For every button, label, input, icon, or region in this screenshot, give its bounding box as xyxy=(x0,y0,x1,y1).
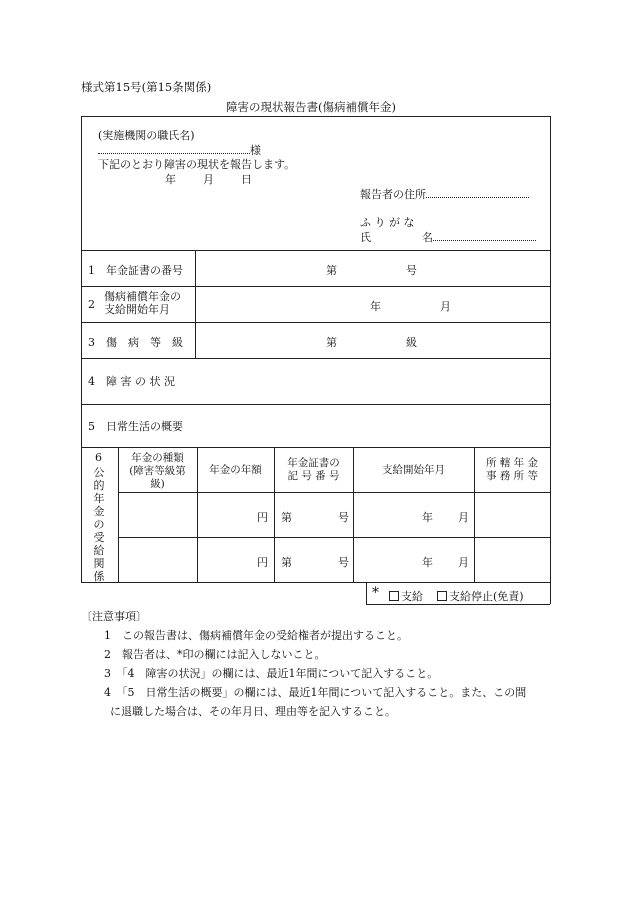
entry1-year: 年 xyxy=(422,511,433,524)
col-pension-type-line1: 年金の種類 xyxy=(131,452,184,464)
document-title: 障害の現状報告書(傷病補償年金) xyxy=(226,100,396,114)
col-pension-office-line2: 事 務 所 等 xyxy=(485,470,538,482)
col-pension-office xyxy=(474,457,550,483)
row1-go: 号 xyxy=(406,264,417,277)
form-number: 様式第15号(第15条関係) xyxy=(81,80,212,94)
col-pension-amount: 年金の年額 xyxy=(209,464,262,476)
col-cert-number-line2: 記 号 番 号 xyxy=(287,470,340,482)
status-option-payment-label: 支給 xyxy=(401,590,423,603)
entry1-month: 月 xyxy=(458,511,469,524)
name-label-shi: 氏 xyxy=(360,231,371,244)
row5-field[interactable] xyxy=(196,406,546,445)
entry2-dai: 第 xyxy=(281,556,292,569)
date-day-label: 日 xyxy=(241,173,252,186)
row4-field[interactable] xyxy=(196,360,546,402)
row2-number: 2 xyxy=(88,298,95,311)
note-item: 4 「5 日常生活の概要」の欄には、最近1年間について記入すること。また、この間 xyxy=(104,686,527,699)
row5-label: 5 日常生活の概要 xyxy=(88,420,183,433)
sama-label: 様 xyxy=(250,144,261,157)
note-item: 1 この報告書は、傷病補償年金の受給権者が提出すること。 xyxy=(104,629,408,642)
status-option-payment[interactable] xyxy=(389,588,423,604)
col-pension-type xyxy=(118,452,197,491)
col-start-date: 支給開始年月 xyxy=(382,464,445,476)
reporter-address-label: 報告者の住所 xyxy=(360,188,426,201)
entry2-yen: 円 xyxy=(257,556,268,569)
row1-label: 1 年金証書の番号 xyxy=(88,264,183,277)
row1-dai: 第 xyxy=(326,264,337,277)
row3-kyu: 級 xyxy=(406,336,417,349)
status-option-suspension[interactable] xyxy=(437,588,524,604)
status-option-suspension-label: 支給停止(免責) xyxy=(449,590,524,603)
col-pension-type-line2: (障害等級第 xyxy=(129,465,186,477)
entry1-yen: 円 xyxy=(257,511,268,524)
reporter-name-field[interactable] xyxy=(360,229,536,245)
row1-field[interactable] xyxy=(326,262,417,278)
row2-label xyxy=(104,290,181,316)
col-cert-number-line1: 年金証書の xyxy=(287,457,340,469)
col-pension-type-line3: 級) xyxy=(150,478,165,490)
section6-number: 6 xyxy=(95,451,102,464)
report-statement: 下記のとおり障害の現状を報告します。 xyxy=(98,158,296,171)
date-month-label: 月 xyxy=(203,173,214,186)
row2-field[interactable] xyxy=(370,298,451,314)
suspension-checkbox[interactable] xyxy=(437,591,447,601)
row2-year: 年 xyxy=(370,300,381,313)
name-label-mei: 名 xyxy=(422,231,433,244)
reporter-address-field[interactable] xyxy=(360,186,529,202)
row2-month: 月 xyxy=(440,300,451,313)
entry1-dai: 第 xyxy=(281,511,292,524)
row3-dai: 第 xyxy=(326,336,337,349)
row2-label-line1: 傷病補償年金の xyxy=(104,290,181,303)
row2-label-line2: 支給開始年月 xyxy=(104,303,170,316)
notes-heading: 〔注意事項〕 xyxy=(81,610,147,623)
note-item: 3 「4 障害の状況」の欄には、最近1年間について記入すること。 xyxy=(104,667,439,680)
entry2-month: 月 xyxy=(458,556,469,569)
col-cert-number xyxy=(274,457,353,483)
payment-checkbox[interactable] xyxy=(389,591,399,601)
section6-side-label: 公的年金の受給関係 xyxy=(93,466,105,583)
furigana-label: ふ り が な xyxy=(360,216,415,229)
note-item: 2 報告者は、*印の欄には記入しないこと。 xyxy=(104,648,326,661)
row3-field[interactable] xyxy=(326,334,417,350)
row4-label: 4 障 害 の 状 況 xyxy=(88,375,175,388)
asterisk-mark: * xyxy=(372,585,379,601)
agency-label: (実施機関の職氏名) xyxy=(98,129,195,142)
col-pension-office-line1: 所 轄 年 金 xyxy=(485,457,538,469)
date-year-label: 年 xyxy=(165,173,176,186)
entry2-go: 号 xyxy=(338,556,349,569)
entry2-year: 年 xyxy=(422,556,433,569)
entry1-go: 号 xyxy=(338,511,349,524)
row3-label: 3 傷 病 等 級 xyxy=(88,336,183,349)
note-item: に退職した場合は、その年月日、理由等を記入すること。 xyxy=(110,705,396,718)
report-date[interactable] xyxy=(165,171,252,187)
